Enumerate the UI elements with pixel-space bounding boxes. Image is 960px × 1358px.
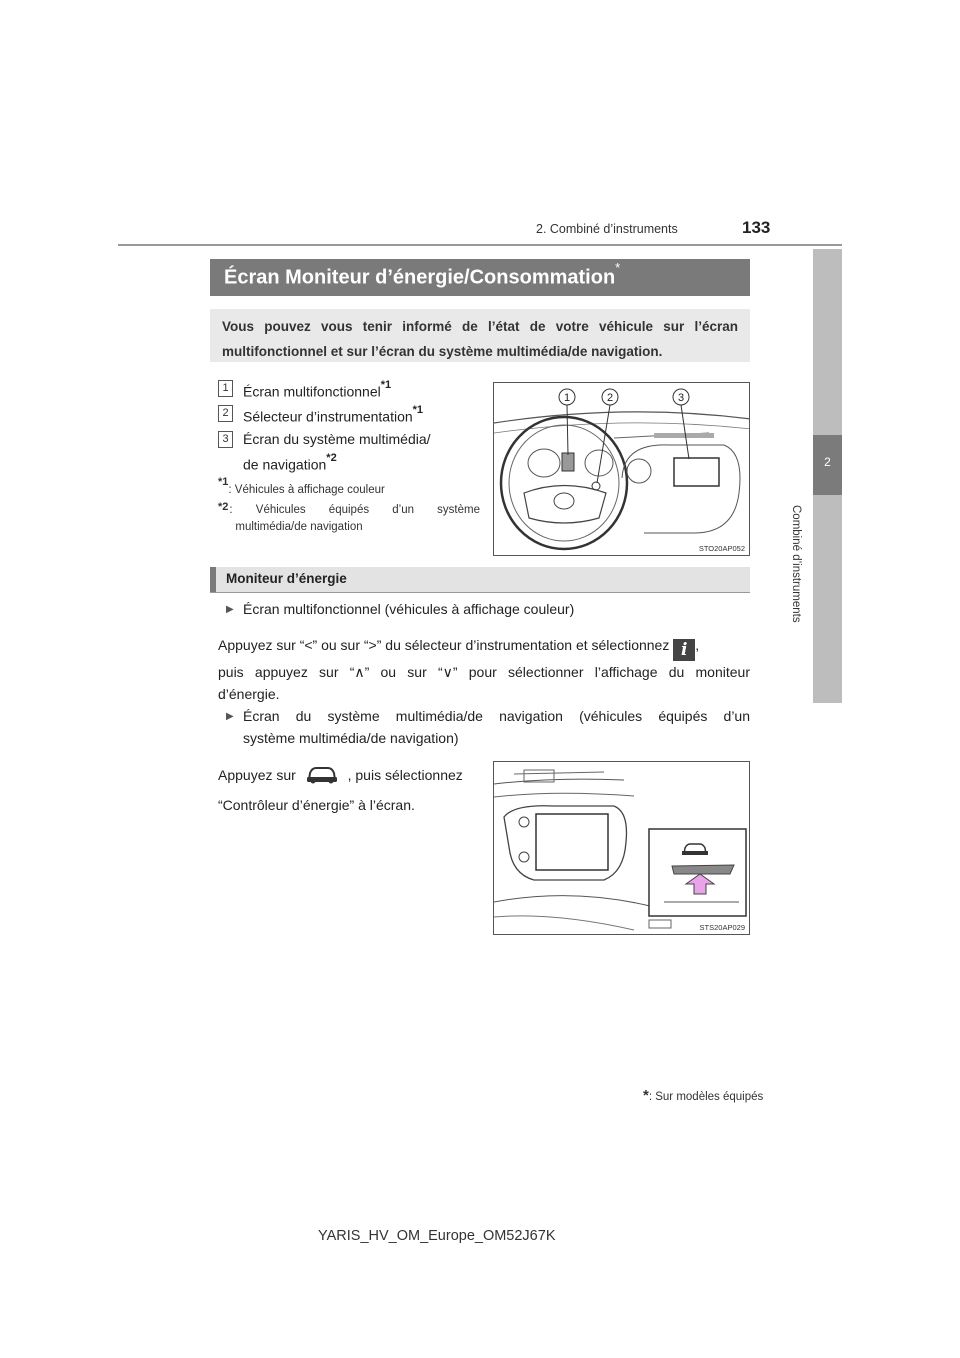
svg-text:1: 1	[563, 392, 571, 404]
chapter-label: Combiné d’instruments	[790, 505, 802, 623]
title-marker: *	[615, 260, 621, 275]
svg-text:2: 2	[606, 392, 614, 404]
item-2: Sélecteur d’instrumentation$^{*1}$	[243, 404, 424, 425]
subsection-rule	[210, 592, 750, 593]
footnote-2: $^{*2}$ : Véhicules équipés d’un système multimédia/de navigation	[218, 501, 480, 533]
chapter-number: 2	[824, 455, 831, 469]
section-title: Écran Moniteur d’énergie/Consommation*	[210, 259, 750, 296]
multimedia-illustration	[494, 762, 750, 935]
bullet-triangle-icon: ▶	[226, 604, 234, 615]
paragraph-1: Appuyez sur “<” ou sur “>” du sélecteur d’instrumentation et sélectionnez i , puis appuyez sur “∧” ou sur “∨” pour sélectionner l’affichage du moniteur d’énergie.	[218, 637, 750, 702]
paragraph-2: Appuyez sur , puis sélectionnez “Contrôleur d’énergie” à l’écran.	[218, 764, 480, 816]
figure-multimedia	[493, 761, 750, 935]
bullet-1: ▶ Écran multifonctionnel (véhicules à affichage couleur)	[243, 598, 574, 620]
dashboard-illustration	[494, 383, 750, 556]
side-tab-top	[813, 249, 842, 435]
figure-code: STS20AP029	[699, 923, 745, 932]
car-icon	[302, 764, 342, 786]
side-tab-bottom	[813, 495, 842, 703]
item-number-1: 1	[218, 380, 233, 397]
section-header: 2. Combiné d’instruments	[536, 222, 678, 236]
figure-dashboard	[493, 382, 750, 556]
header-rule	[118, 244, 842, 246]
item-1: Écran multifonctionnel$^{*1}$	[243, 379, 392, 400]
bullet-2: ▶ Écran du système multimédia/de navigation (véhicules équipés d’un système multimédia/de navigation)	[226, 708, 750, 746]
bullet-triangle-icon: ▶	[226, 711, 234, 722]
document-code: YARIS_HV_OM_Europe_OM52J67K	[318, 1228, 556, 1244]
subsection-title: Moniteur d’énergie	[210, 567, 750, 592]
info-icon: i	[673, 639, 695, 661]
item-number-2: 2	[218, 405, 233, 422]
item-number-3: 3	[218, 431, 233, 448]
page-footnote: *: Sur modèles équipés	[643, 1087, 764, 1104]
intro-box: Vous pouvez vous tenir informé de l’état de votre véhicule sur l’écran multifonctionnel et sur l’écran du système multimédia/de navigation.	[210, 309, 750, 362]
figure-code: STO20AP052	[698, 544, 745, 553]
page-number: 133	[742, 218, 771, 237]
svg-text:3: 3	[677, 392, 685, 404]
item-3: Écran du système multimédia/ de navigation$^{*2}$	[243, 431, 431, 473]
footnote-1: $^{*1}$: Véhicules à affichage couleur	[218, 476, 385, 496]
